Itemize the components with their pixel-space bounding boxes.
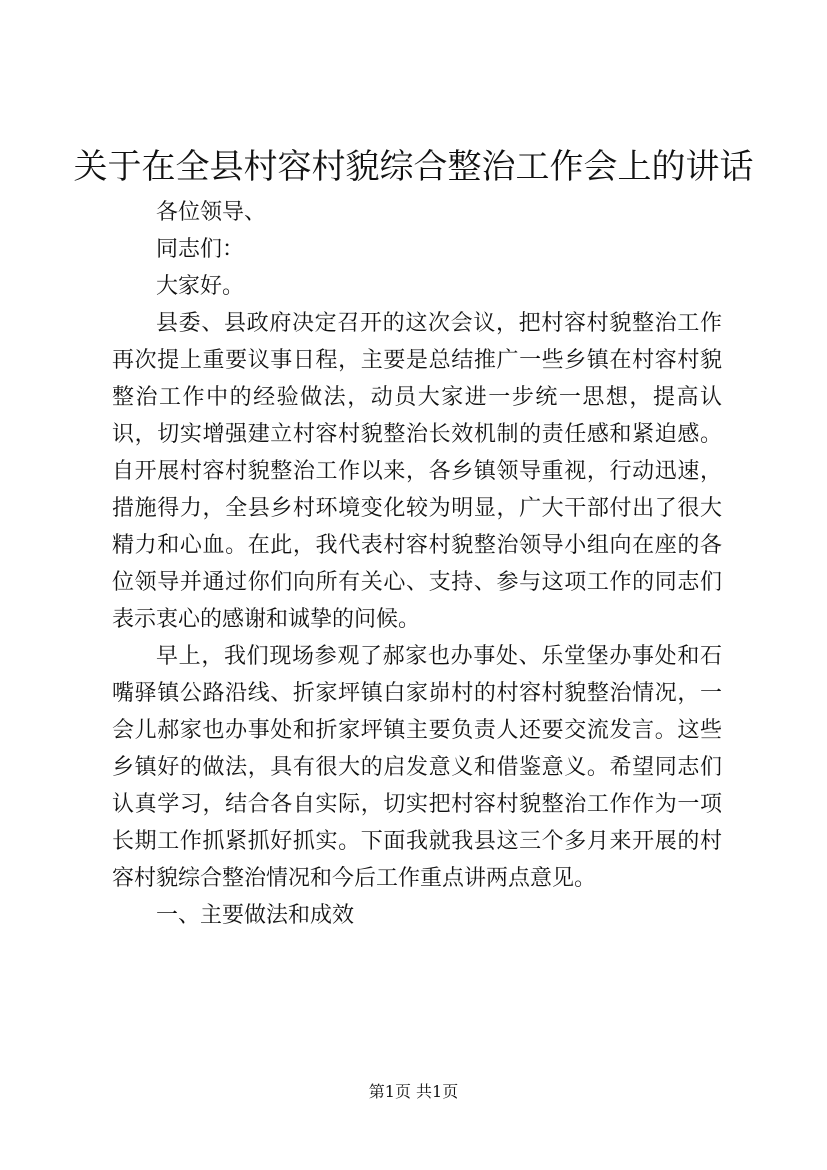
page-number-footer: 第1页 共1页 <box>368 1082 459 1101</box>
body-paragraph: 早上，我们现场参观了郝家也办事处、乐堂堡办事处和石嘴驿镇公路沿线、折家坪镇白家峁村的村容村貌整治情况，一会儿郝家也办事处和折家坪镇主要负责人还要交流发言。这些乡镇好的做法，具有很大的启发意义和借鉴意义。希望同志们认真学习，结合各自实际，切实把村容村貌整治工作作为一项长期工作抓紧抓好抓实。下面我就我县这三个多月来开展的村容村貌综合整治情况和今后工作重点讲两点意见。 <box>112 644 722 891</box>
document-title: 关于在全县村容村貌综合整治工作会上的讲话 <box>73 147 754 187</box>
salutation-leaders: 各位领导、 <box>156 200 267 225</box>
body-paragraph: 县委、县政府决定召开的这次会议，把村容村貌整治工作再次提上重要议事日程，主要是总结推广一些乡镇在村容村貌整治工作中的经验做法，动员大家进一步统一思想，提高认识，切实增强建立村容村貌整治长效机制的责任感和紧迫感。自开展村容村貌整治工作以来，各乡镇领导重视，行动迅速，措施得力，全县乡村环境变化较为明显，广大干部付出了很大精力和心血。在此，我代表村容村貌整治领导小组向在座的各位领导并通过你们向所有关心、支持、参与这项工作的同志们表示衷心的感谢和诚挚的问候。 <box>112 311 722 632</box>
document-body <box>112 194 722 934</box>
salutation-comrades: 同志们： <box>156 237 245 262</box>
greeting: 大家好。 <box>156 274 245 299</box>
section-heading: 一、主要做法和成效 <box>156 903 355 928</box>
